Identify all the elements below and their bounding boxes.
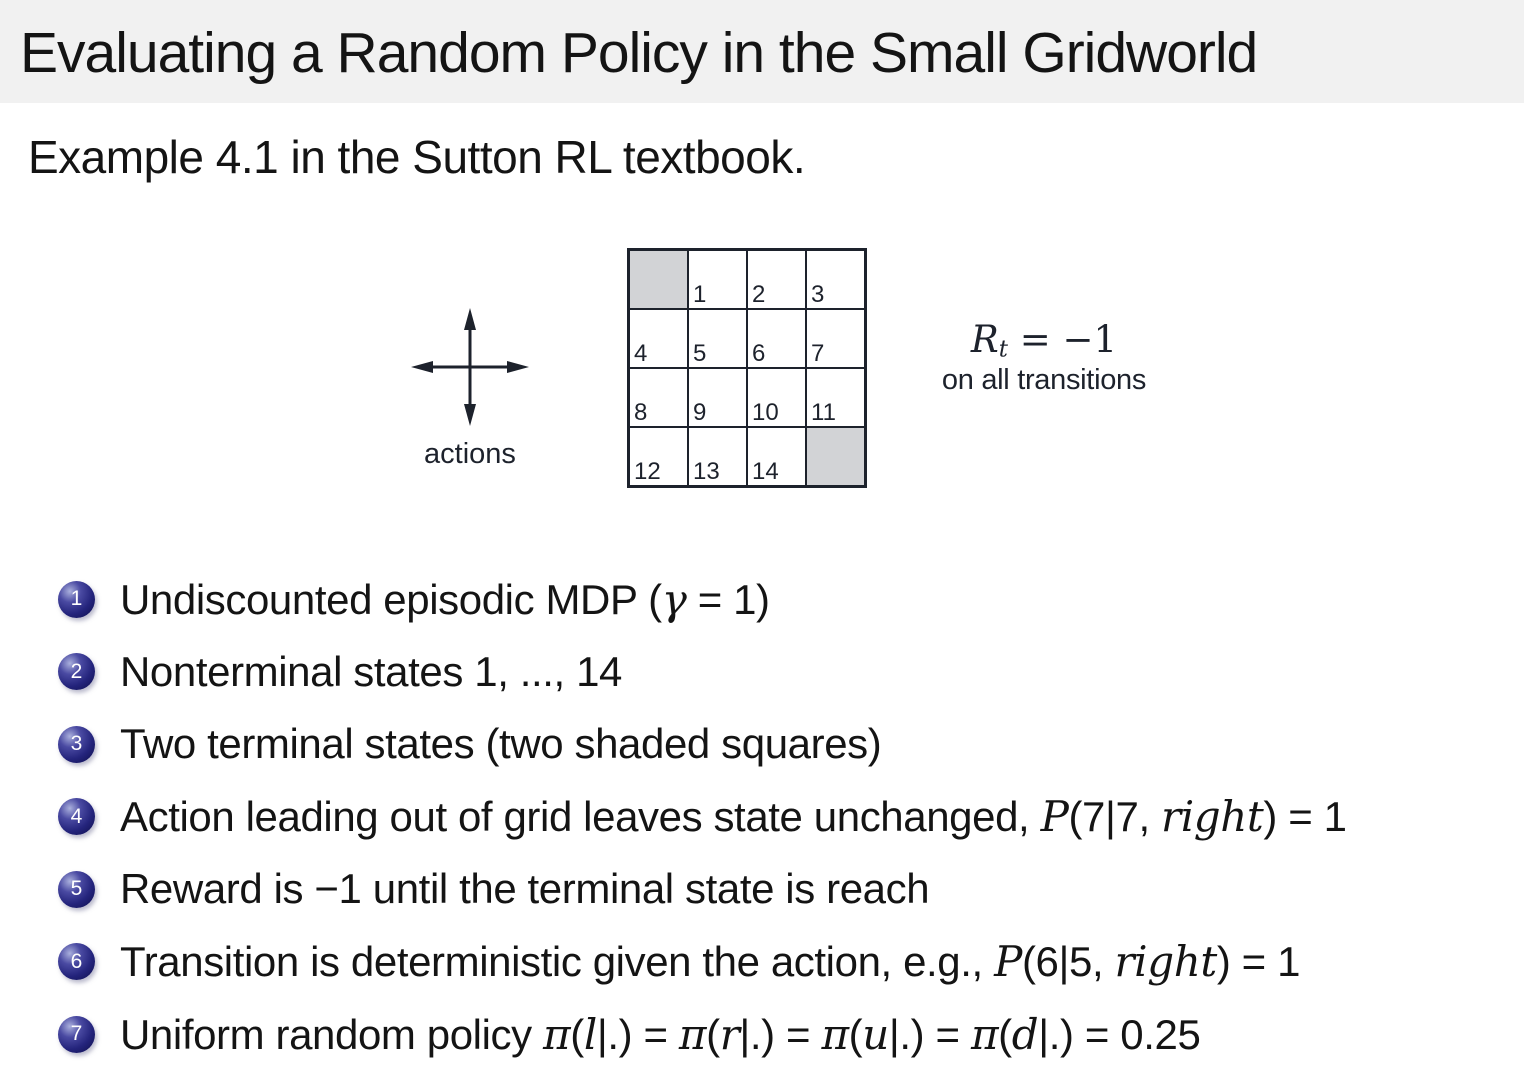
text-segment: right bbox=[1114, 937, 1217, 987]
text-segment: |.) = bbox=[596, 1010, 679, 1058]
text-segment: ( bbox=[998, 1010, 1012, 1058]
text-segment: π bbox=[543, 1009, 571, 1059]
cell-label: 7 bbox=[811, 339, 825, 367]
text-segment: u bbox=[862, 1009, 889, 1059]
item-ball-number: 2 bbox=[70, 659, 83, 683]
text-segment: γ bbox=[661, 574, 687, 624]
grid-cell bbox=[747, 368, 806, 427]
text-segment: Two terminal states (two shaded squares) bbox=[120, 720, 882, 768]
grid-cell bbox=[629, 309, 688, 368]
text-segment: |.) = 0.25 bbox=[1038, 1010, 1201, 1058]
item-ball-number: 5 bbox=[70, 877, 83, 901]
text-segment: R bbox=[970, 318, 999, 361]
grid-cell bbox=[806, 309, 865, 368]
item-text bbox=[120, 937, 1300, 986]
actions-cross-icon bbox=[408, 305, 532, 429]
list-item bbox=[58, 708, 1518, 781]
item-ball bbox=[58, 653, 95, 690]
text-segment: right bbox=[1161, 792, 1264, 842]
text-segment: d bbox=[1011, 1009, 1039, 1059]
item-text bbox=[120, 720, 881, 768]
item-ball bbox=[58, 798, 95, 835]
text-segment: = −1 bbox=[1008, 318, 1118, 361]
text-segment: |.) = bbox=[888, 1010, 971, 1058]
grid-cell bbox=[806, 427, 865, 486]
text-segment: Undiscounted episodic MDP bbox=[120, 575, 649, 623]
item-text bbox=[120, 865, 929, 913]
text-segment: ) = 1 bbox=[1216, 938, 1301, 986]
list-item bbox=[58, 853, 1518, 926]
item-ball-number: 6 bbox=[70, 949, 83, 973]
text-segment: −1 bbox=[314, 865, 362, 913]
cell-label: 5 bbox=[693, 339, 707, 367]
text-segment: ( bbox=[648, 575, 662, 623]
list-item bbox=[58, 636, 1518, 709]
page-title: Evaluating a Random Policy in the Small Gridworld bbox=[20, 21, 1258, 85]
grid-cell bbox=[747, 427, 806, 486]
reward-formula bbox=[878, 318, 1210, 363]
item-ball bbox=[58, 943, 95, 980]
cell-label: 13 bbox=[693, 457, 720, 485]
subtitle: Example 4.1 in the Sutton RL textbook. bbox=[28, 131, 806, 183]
item-text bbox=[120, 1010, 1200, 1059]
list-item bbox=[58, 926, 1518, 999]
text-segment: π bbox=[821, 1009, 849, 1059]
text-segment: = 1) bbox=[686, 575, 770, 623]
item-ball-number: 4 bbox=[70, 804, 83, 828]
text-segment: 1, ..., 14 bbox=[474, 647, 622, 695]
item-ball-number: 7 bbox=[70, 1022, 83, 1046]
item-ball bbox=[58, 1016, 95, 1053]
item-text bbox=[120, 575, 770, 624]
item-text bbox=[120, 792, 1347, 841]
cell-label: 1 bbox=[693, 280, 707, 308]
actions-label: actions bbox=[424, 438, 516, 470]
cell-label: 6 bbox=[752, 339, 766, 367]
grid-cell bbox=[688, 368, 747, 427]
text-segment: Nonterminal states bbox=[120, 647, 475, 695]
grid-cell bbox=[688, 250, 747, 309]
text-segment: (7|7, bbox=[1068, 793, 1162, 841]
list-item bbox=[58, 781, 1518, 854]
cell-label: 10 bbox=[752, 398, 779, 426]
text-segment: π bbox=[970, 1009, 999, 1059]
text-segment: π bbox=[678, 1009, 707, 1059]
item-text bbox=[120, 648, 622, 696]
cell-label: 12 bbox=[634, 457, 661, 485]
text-segment: l bbox=[583, 1009, 597, 1059]
text-segment: ( bbox=[706, 1010, 720, 1058]
grid-cell bbox=[806, 250, 865, 309]
item-ball bbox=[58, 871, 95, 908]
text-segment: Uniform random policy bbox=[120, 1010, 544, 1058]
text-segment: r bbox=[719, 1009, 740, 1059]
text-segment: ) = 1 bbox=[1263, 793, 1347, 841]
list-item bbox=[58, 998, 1518, 1071]
enumerate-list bbox=[58, 563, 1518, 1071]
text-segment: ( bbox=[848, 1010, 863, 1058]
text-segment: Action leading out of grid leaves state unchanged, bbox=[120, 793, 1041, 841]
grid-cell bbox=[747, 250, 806, 309]
cell-label: 3 bbox=[811, 280, 825, 308]
cell-label: 14 bbox=[752, 457, 779, 485]
grid-cell bbox=[688, 427, 747, 486]
cell-label: 4 bbox=[634, 339, 648, 367]
list-item bbox=[58, 563, 1518, 636]
text-segment: (6|5, bbox=[1021, 938, 1115, 986]
text-segment: P bbox=[994, 937, 1022, 987]
text-segment: |.) = bbox=[739, 1010, 822, 1058]
grid-cell bbox=[688, 309, 747, 368]
text-segment: Reward is bbox=[120, 865, 315, 913]
cell-label: 2 bbox=[752, 280, 766, 308]
text-segment: P bbox=[1040, 792, 1069, 842]
grid-cell bbox=[629, 368, 688, 427]
item-ball-number: 1 bbox=[70, 587, 83, 611]
grid-cell bbox=[806, 368, 865, 427]
gridworld bbox=[627, 248, 867, 488]
cell-label: 11 bbox=[811, 398, 836, 426]
reward-note bbox=[878, 318, 1210, 397]
item-ball-number: 3 bbox=[70, 732, 83, 756]
item-ball bbox=[58, 726, 95, 763]
grid-cell bbox=[629, 250, 688, 309]
text-segment: t bbox=[998, 336, 1008, 363]
text-segment: Transition is deterministic given the action, e.g., bbox=[120, 938, 995, 986]
item-ball bbox=[58, 581, 95, 618]
grid-cell bbox=[629, 427, 688, 486]
cell-label: 9 bbox=[693, 398, 707, 426]
cell-label: 8 bbox=[634, 398, 648, 426]
text-segment: ( bbox=[570, 1010, 584, 1058]
reward-caption: on all transitions bbox=[941, 363, 1147, 396]
grid-cell bbox=[747, 309, 806, 368]
text-segment: until the terminal state is reach bbox=[361, 865, 930, 913]
